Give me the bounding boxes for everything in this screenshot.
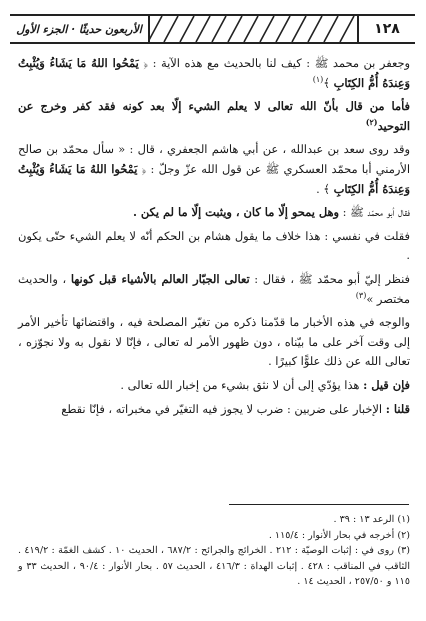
paragraph-text: وجعفر بن محمد ﷺ : كيف لنا بالحديث مع هذه الآية : ﴿ [143, 56, 410, 70]
page-header [10, 14, 415, 44]
hatch-lines [148, 16, 359, 42]
footnote: (٣) روى في : إثبات الوصيّة : ٢١٢ . الخرائج والجرائح : ٦٨٧/٢ ، الحديث ١٠ . كشف الغمّة : ٤١٩/٢ . الثاقب في المناقب : ٤٢٨ . إثبات الهداة : ٤١٦/٣ ، الحديث ٥٧ . بحار الأنوار : ٩٠/٤ ، الحديث ٣٣ و ١١٥ و ٢٥٧/٥٠ ، الحديث ١٤ . [18, 545, 411, 588]
paragraph [18, 97, 410, 136]
reply-label: قلنا : [385, 401, 410, 416]
paragraph [18, 140, 410, 199]
paragraph [18, 203, 410, 223]
paragraph [18, 54, 410, 93]
objection-label: فإن قيل : [363, 377, 410, 392]
quran-quote: يَمْحُوا اللهُ مَا يَشَاءُ وَيُثْبِتُ وَعِندَهُ أُمُّ الكِتَابِ [18, 161, 410, 196]
footnote-ref: (١) [312, 74, 324, 84]
quote-bracket: ﴾ [323, 75, 330, 90]
header-hatch-ornament [148, 16, 359, 42]
footnote: (١) الرعد ١٣ : ٣٩ . [333, 514, 410, 525]
paragraph-text: فنظر إليّ أبو محمّد ﷺ ، فقال : [249, 271, 410, 286]
paragraph-text: فقال أبو محمّد ﷺ : [338, 205, 410, 220]
quote-bracket: ﴾ . [316, 181, 330, 196]
paragraph [18, 270, 410, 309]
paragraph [18, 313, 410, 372]
footnote: (٢) أخرجه في بحار الأنوار : ١١٥/٤ . [268, 529, 410, 541]
paragraph [18, 227, 410, 266]
paragraph-text: فأما من قال بأنّ الله تعالى لا يعلم الشيء إلّا بعد كونه فقد كفر وخرج عن التوحيد [18, 99, 410, 133]
paragraph-text: الإخبار على ضربين : ضرب لا يجوز فيه التغيّر في مخبراته ، فإنّا نقطع [61, 401, 386, 416]
footnotes [18, 512, 410, 590]
hadith-speech: وهل يمحو إلّا ما كان ، ويثبت إلّا ما لم يكن . [132, 205, 339, 220]
paragraph-text: هذا يؤدّي إلى أن لا نثق بشيء من إخبار الله تعالى . [120, 377, 364, 392]
page-number: ١٢٨ [357, 16, 415, 42]
main-text [18, 54, 410, 423]
paragraph-text: ، والحديث مختصر » [18, 271, 410, 306]
paragraph-text: فقلت في نفسي : هذا خلاف ما يقول هشام بن الحكم أنّه لا يعلم الشيء حتّى يكون . [18, 228, 410, 263]
paragraph [18, 400, 410, 420]
quran-quote: يَمْحُوا اللهُ مَا يَشَاءُ وَيُثْبِتُ وَعِندَهُ أُمُّ الكِتَابِ [18, 56, 410, 90]
paragraph [18, 376, 410, 396]
footnote-divider [229, 504, 409, 505]
footnote-ref: (٣) [355, 290, 367, 300]
paragraph-text: والوجه في هذه الأخبار ما قدّمنا ذكره من تغيّر المصلحة فيه ، واقتضائها تأخير الأمر إلى وقت آخر على ما بيّناه ، دون ظهور الأمر له تعالى ، فإنّا لا نقول به ولا نجوّزه ، تعالى الله عن ذلك علوًّا كبيرًا . [18, 315, 410, 369]
footnote-ref: (٢) [365, 116, 378, 127]
paragraph-text: وقد روى سعد بن عبدالله ، عن أبي هاشم الجعفري ، قال : « سأل محمّد بن صالح الأرمني أبا محمّد العسكري ﷺ عن قول الله عزّ وجلّ : ﴿ [18, 142, 411, 176]
running-title: الأربعون حديثًا · الجزء الأول [10, 16, 150, 42]
hadith-speech: تعالى الجبّار العالم بالأشياء قبل كونها [70, 271, 250, 286]
